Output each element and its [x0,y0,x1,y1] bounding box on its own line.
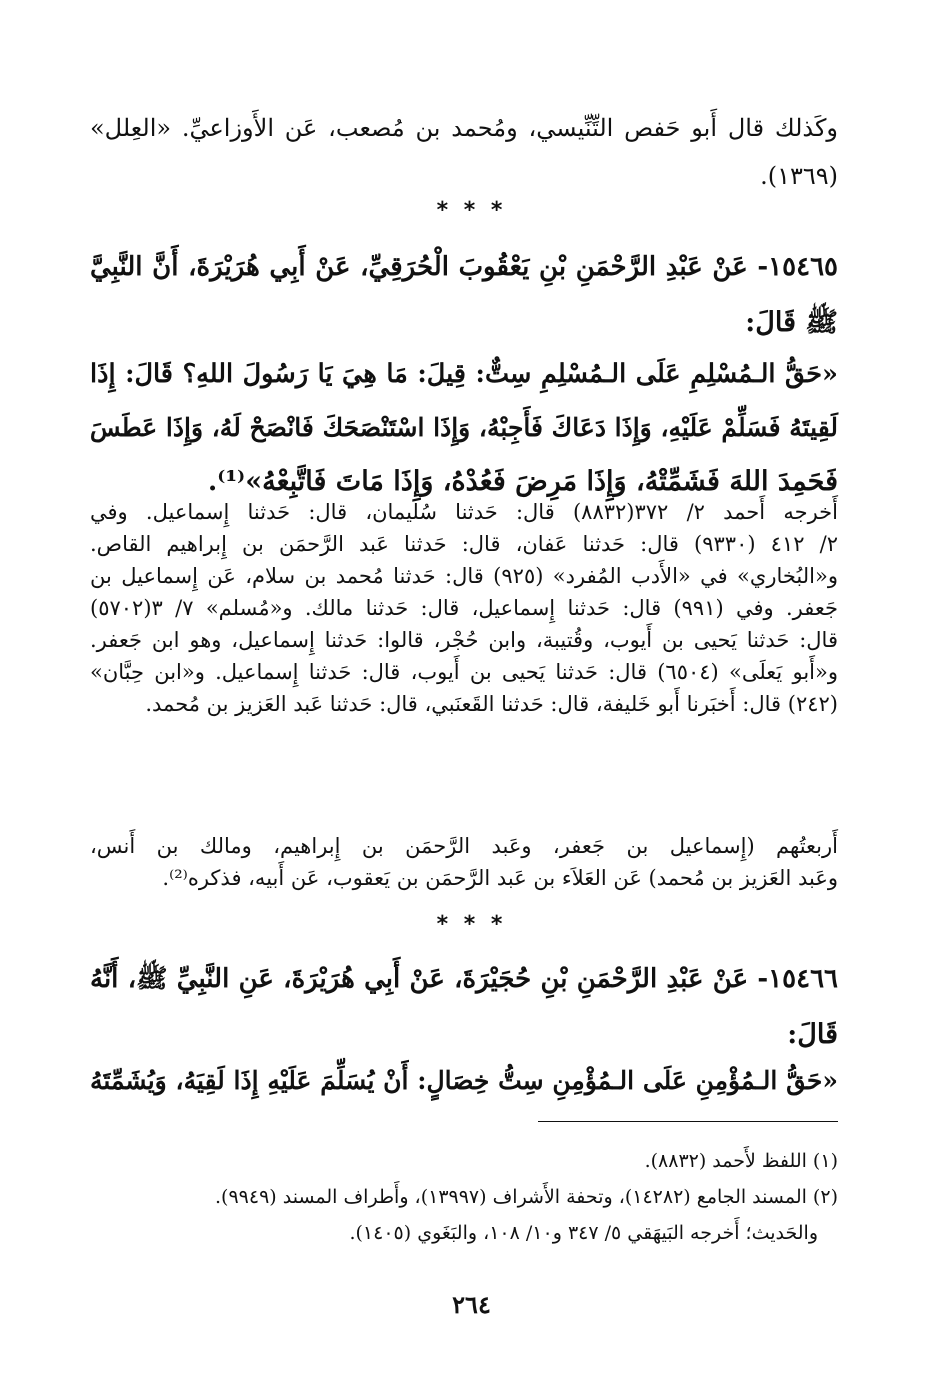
hadith-heading-15465 [90,240,838,350]
footnote-2: (٢) المسند الجامع (١٤٢٨٢)، وتحفة الأَشراف (١٣٩٩٧)، وأَطراف المسند (٩٩٤٩). [215,1186,838,1208]
text-line: و«أَبو يَعلَى» (٦٥٠٤) قال: حَدثنا يَحيى بن أَيوب، قال: حَدثنا إِسماعيل. و«ابن حِبَّان» [90,660,838,684]
text-line: و«البُخاري» في «الأَدب المُفرد» (٩٢٥) قال: حَدثنا مُحمد بن سلام، عَن إِسماعيل بن [90,564,838,588]
text-line: قَالَ: [787,1019,838,1050]
text-line: لَقِيتَهُ فَسَلِّمْ عَلَيْهِ، وَإِذَا دَعَاكَ فَأَجِبْهُ، وَإِذَا اسْتَنْصَحَكَ فَانْصَحْ لَهُ، وَإِذَا عَطَسَ [89,413,838,442]
takhrij-paragraph-2 [90,830,838,894]
text-line: جَعفر. وفي (٩٩١) قال: حَدثنا إِسماعيل، قال: حَدثنا مالك. و«مُسلم» ٧/ ٣(٥٧٠٢) [90,596,838,620]
intro-paragraph [90,104,838,200]
section-separator: * * * [436,198,507,223]
text-line: ١٥٤٦٥- عَنْ عَبْدِ الرَّحْمَنِ بْنِ يَعْقُوبَ الْحُرَقِيِّ، عَنْ أَبِي هُرَيْرَةَ، أَنَّ النَّبِيَّ [90,252,838,282]
text-line: ٢/ ٤١٢ (٩٣٣٠) قال: حَدثنا عَفان، قال: حَدثنا عَبد الرَّحمَن بن إِبراهيم القاص. [90,532,838,556]
text-line: (١٣٦٩). [760,162,838,190]
section-separator: * * * [436,912,507,937]
hadith-heading-15466 [90,952,838,1062]
footnote-2-continuation: والحَديث؛ أَخرجه البَيهَقي ٥/ ٣٤٧ و١٠/ ١٠٨، والبَغَوي (١٤٠٥). [349,1222,818,1244]
takhrij-paragraph-1 [90,496,838,720]
hadith-text-15466 [90,1054,838,1108]
text-line: وعَبد العَزيز بن مُحمد) عَن العَلاَء بن عَبد الرَّحمَن بن يَعقوب، عَن أَبيه، فذكره⁽²⁾. [162,866,838,890]
text-line: أَربعتُهم (إِسماعيل بن جَعفر، وعَبد الرَّحمَن بن إِبراهيم، ومالك بن أَنس، [90,834,838,858]
text-line: «حَقُّ الـمُؤْمِنِ عَلَى الـمُؤْمِنِ سِتُّ خِصَالٍ: أَنْ يُسَلِّمَ عَلَيْهِ إِذَا لَقِيَهُ، وَيُشَمِّتَهُ [90,1066,838,1095]
text-line: أَخرجه أَحمد ٢/ ٣٧٢(٨٨٣٢) قال: حَدثنا سُليمان، قال: حَدثنا إِسماعيل. وفي [90,500,838,524]
footnote-separator [538,1121,838,1122]
footnotes [90,1143,838,1251]
footnote-1: (١) اللفظ لأَحمد (٨٨٣٢). [644,1150,838,1172]
page-number: ٢٦٤ [452,1290,491,1319]
text-line: ﷺ قَالَ: [745,307,838,338]
text-line: «حَقُّ الـمُسْلِمِ عَلَى الـمُسْلِمِ سِتٌّ: قِيلَ: مَا هِيَ يَا رَسُولَ اللهِ؟ قَالَ: إِذَا [90,359,838,389]
text-line: ١٥٤٦٦- عَنْ عَبْدِ الرَّحْمَنِ بْنِ حُجَيْرَةَ، عَنْ أَبِي هُرَيْرَةَ، عَنِ النَّبِيِّ ﷺ، أَنَّهُ [90,964,838,994]
text-line: فَحَمِدَ اللهَ فَشَمِّتْهُ، وَإِذَا مَرِضَ فَعُدْهُ، وَإِذَا مَاتَ فَاتَّبِعْهُ»⁽¹⁾. [207,466,838,497]
text-line: وكَذلك قال أَبو حَفص التِّنِّيسي، ومُحمد بن مُصعب، عَن الأَوزاعيِّ. «العِلل» [90,114,838,142]
text-line: (٢٤٢) قال: أَخبَرنا أَبو خَليفة، قال: حَدثنا القَعنَبي، قال: حَدثنا عَبد العَزيز بن مُحمد. [145,692,838,716]
hadith-text-15465 [90,347,838,509]
text-line: قال: حَدثنا يَحيى بن أَيوب، وقُتيبة، وابن حُجْر، قالوا: حَدثنا إِسماعيل، وهو ابن جَعفر. [90,628,838,652]
